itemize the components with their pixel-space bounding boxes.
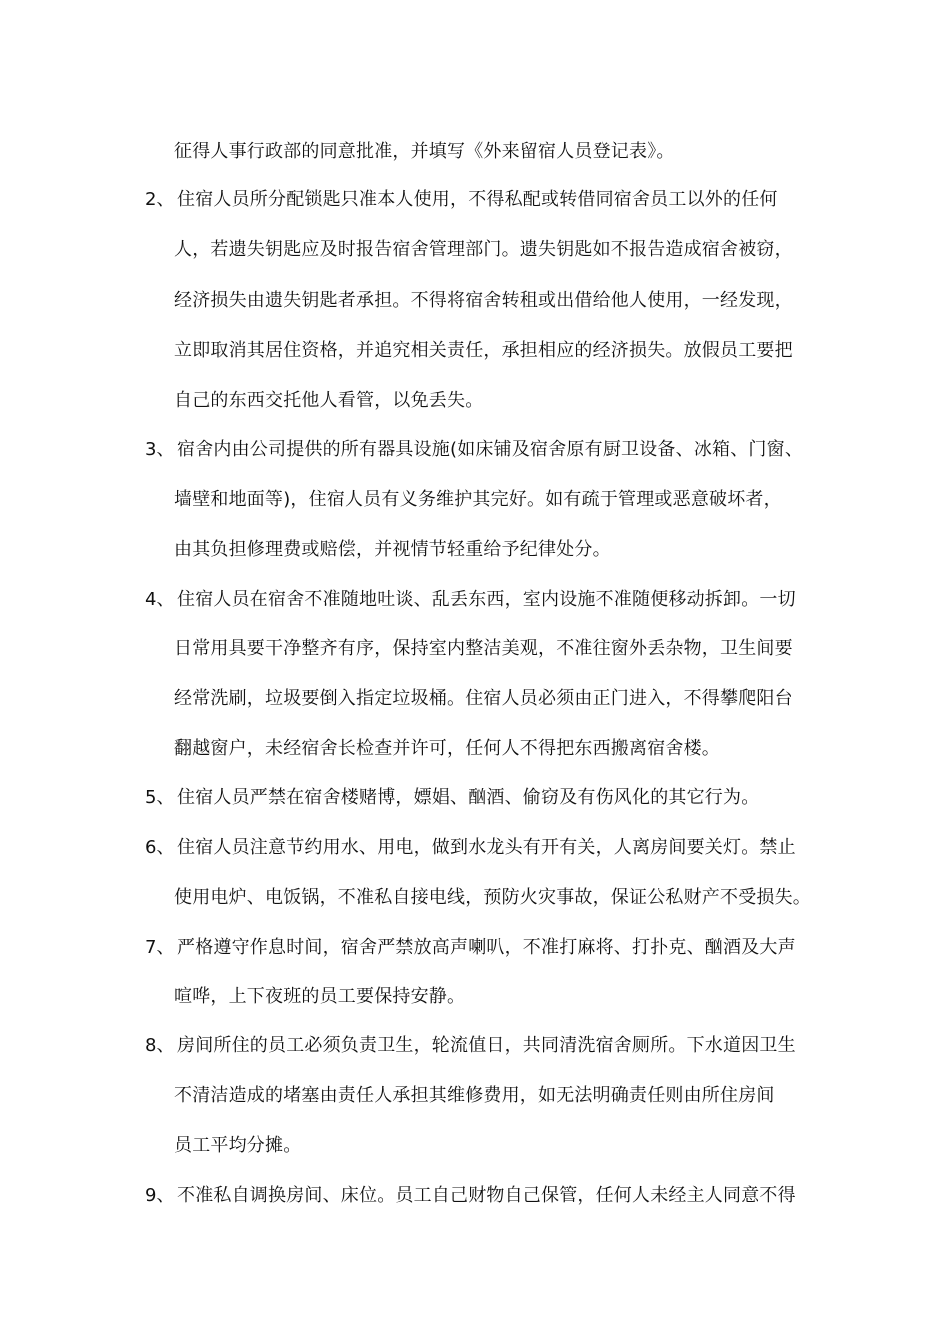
paragraph-line: 房间所住的员工必须负责卫生，轮流值日，共同清洗宿舍厕所。下水道因卫生 [177, 1035, 796, 1056]
item-number: 8、 [145, 1035, 175, 1056]
paragraph-line: 立即取消其居住资格，并追究相关责任，承担相应的经济损失。放假员工要把 [174, 340, 793, 361]
item-number: 6、 [145, 837, 175, 858]
paragraph-line: 严格遵守作息时间，宿舍严禁放高声喇叭，不准打麻将、打扑克、酗酒及大声 [177, 937, 796, 958]
paragraph-line: 住宿人员严禁在宿舍楼赌博，嫖娼、酗酒、偷窃及有伤风化的其它行为。 [177, 787, 760, 808]
paragraph-line: 日常用具要干净整齐有序，保持室内整洁美观，不准往窗外丢杂物，卫生间要 [174, 638, 793, 659]
paragraph-line: 住宿人员所分配锁匙只准本人使用，不得私配或转借同宿舍员工以外的任何 [177, 189, 778, 210]
paragraph-line: 墙壁和地面等)，住宿人员有义务维护其完好。如有疏于管理或恶意破坏者， [174, 489, 782, 510]
paragraph-line: 由其负担修理费或赔偿，并视情节轻重给予纪律处分。 [174, 539, 611, 560]
item-number: 4、 [145, 589, 175, 610]
paragraph-line: 经常洗刷，垃圾要倒入指定垃圾桶。住宿人员必须由正门进入，不得攀爬阳台 [174, 688, 793, 709]
paragraph-line: 翻越窗户，未经宿舍长检查并许可，任何人不得把东西搬离宿舍楼。 [174, 738, 720, 759]
paragraph-line: 住宿人员注意节约用水、用电，做到水龙头有开有关，人离房间要关灯。禁止 [177, 837, 796, 858]
paragraph-line: 经济损失由遗失钥匙者承担。不得将宿舍转租或出借给他人使用，一经发现， [174, 290, 793, 311]
paragraph-line: 人，若遗失钥匙应及时报告宿舍管理部门。遗失钥匙如不报告造成宿舍被窃， [174, 239, 793, 260]
paragraph-line: 使用电炉、电饭锅，不准私自接电线，预防火灾事故，保证公私财产不受损失。 [174, 887, 811, 908]
paragraph-line: 自己的东西交托他人看管，以免丢失。 [174, 390, 484, 411]
paragraph-line: 不清洁造成的堵塞由责任人承担其维修费用，如无法明确责任则由所住房间 [174, 1085, 775, 1106]
item-number: 2、 [145, 189, 175, 210]
paragraph-line: 住宿人员在宿舍不准随地吐谈、乱丢东西，室内设施不准随便移动拆卸。一切 [177, 589, 796, 610]
paragraph-line: 征得人事行政部的同意批准，并填写《外来留宿人员登记表》。 [174, 141, 675, 162]
item-number: 9、 [145, 1185, 175, 1206]
paragraph-line: 宿舍内由公司提供的所有器具设施(如床铺及宿舍原有厨卫设备、冰箱、门窗、 [177, 439, 804, 460]
paragraph-line: 喧哗，上下夜班的员工要保持安静。 [174, 986, 466, 1007]
paragraph-line: 不准私自调换房间、床位。员工自己财物自己保管，任何人未经主人同意不得 [177, 1185, 796, 1206]
paragraph-line: 员工平均分摊。 [174, 1135, 302, 1156]
item-number: 7、 [145, 937, 175, 958]
item-number: 5、 [145, 787, 175, 808]
item-number: 3、 [145, 439, 175, 460]
